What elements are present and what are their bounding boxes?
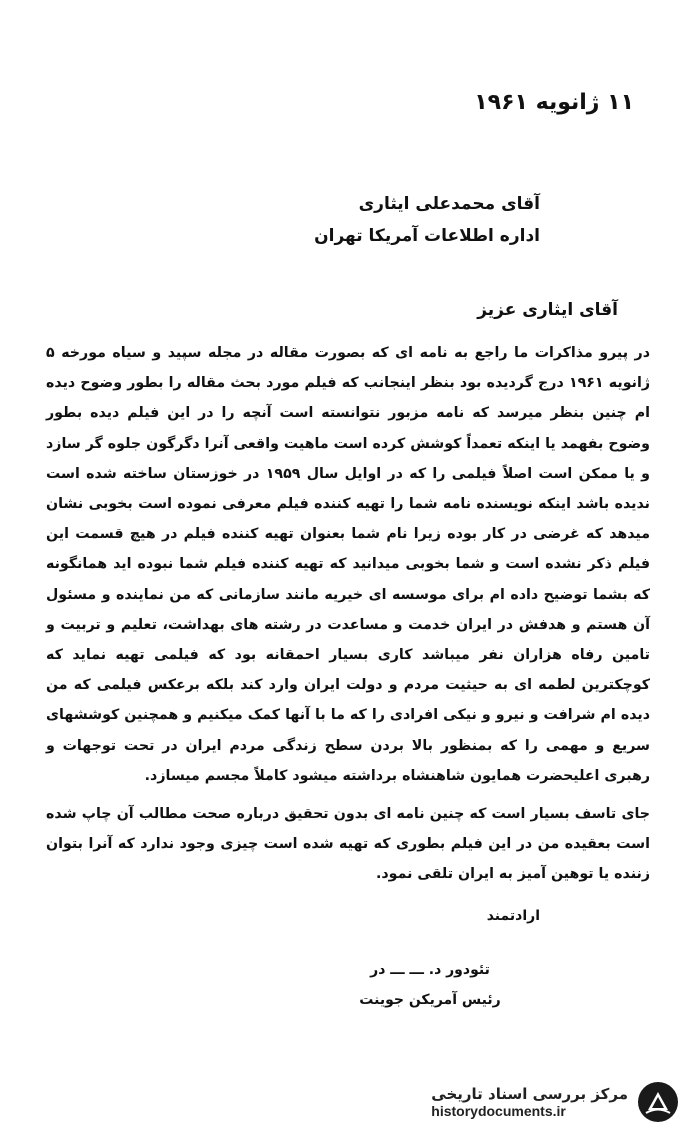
letter-date: ۱۱ ژانویه ۱۹۶۱ (474, 90, 634, 115)
signature-block (340, 955, 520, 1015)
addressee-office: اداره اطلاعات آمریکا تهران (314, 226, 540, 246)
watermark-name: مرکز بررسی اسناد تاریخی (431, 1085, 628, 1103)
body-paragraph-2: جای تاسف بسیار است که چنین نامه ای بدون تحقیق درباره صحت مطالب آن چاپ شده است بعقیده من در این فیلم بطوری که تهیه شده است چیزی وجود ندارد که آنرا بتوان زننده یا توهین آمیز به ایران تلقی نمود. (46, 806, 650, 883)
addressee-name: آقای محمدعلی ایثاری (358, 194, 540, 214)
signer-name: تئودور د. ـــ ـــ در (370, 962, 490, 978)
closing: ارادتمند (486, 908, 540, 924)
addressee-block (314, 188, 540, 252)
watermark-text (431, 1085, 628, 1119)
watermark-logo (431, 1080, 680, 1124)
letter-body (46, 338, 650, 890)
watermark-url: historydocuments.ir (431, 1103, 566, 1119)
book-emblem-icon (636, 1080, 680, 1124)
signer-title: رئیس آمریکن جوینت (359, 992, 501, 1008)
salutation: آقای ایثاری عزیز (477, 300, 618, 320)
body-paragraph-1: در پیرو مذاکرات ما راجع به نامه ای که بصورت مقاله در مجله سپید و سیاه مورخه ۵ ژانویه ۱۹۶۱ درج گردیده بود بنظر اینجانب که فیلم مورد بحث مقاله را بطور وضوح دیده ام چنین بنظر میرسد که نامه مزبور نتوانسته است آنچه را در این فیلم دیده بطور وضوح بفهمد یا اینکه تعمداً کوشش کرده است ماهیت واقعی آنرا دگرگون جلوه گر سازد و یا ممکن است اصلاً فیلمی را که در اوایل سال ۱۹۵۹ در خوزستان ساخته شده است ندیده باشد اینکه نویسنده نامه شما را تهیه کننده فیلم معرفی نموده است بخوبی نشان میدهد که غرضی در کار بوده زیرا نام شما بعنوان تهیه کننده فیلم در هیچ قسمت این فیلم ذکر نشده است و شما بخوبی میدانید که تهیه کننده فیلم شما نبوده اید همانگونه که بشما توضیح داده ام برای موسسه ای خیریه مانند سازمانی که من نماینده و مسئول آن هستم و هدفش در ایران خدمت و مساعدت در رشته های بهداشت، تعلیم و تربیت و تامین رفاه هزاران نفر میباشد کاری بسیار احمقانه بود که فیلمی تهیه نماید که کوچکترین لطمه ای به حیثیت مردم و دولت ایران وارد کند بلکه برعکس فیلمی که من دیده ام شرافت و نیرو و نیکی افرادی را که ما با آنها کمک میکنیم و همچنین کوششهای سریع و مهمی را که بمنظور بالا بردن سطح زندگی مردم ایران در تحت توجهات و رهبری اعلیحضرت همایون شاهنشاه برداشته میشود کاملاً مجسم میسازد. (46, 345, 650, 784)
